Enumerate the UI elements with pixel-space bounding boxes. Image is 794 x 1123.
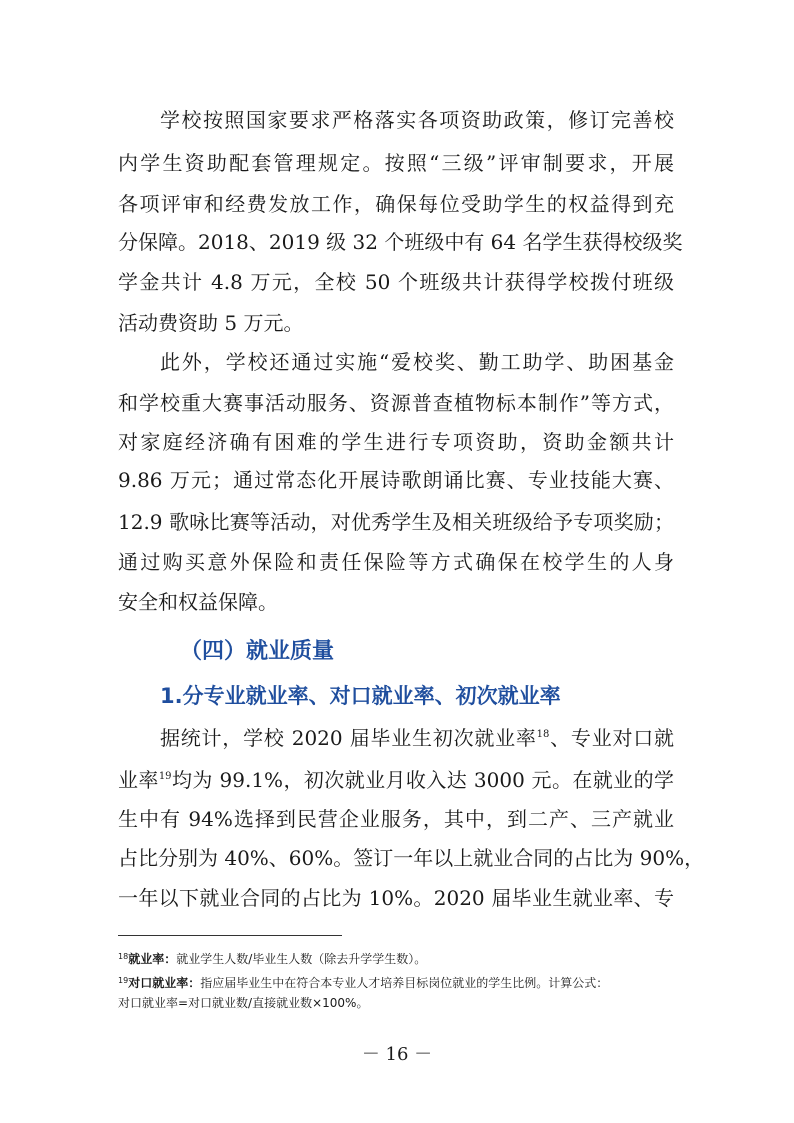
footnote-18-term: 就业率： [128,952,177,966]
p3-line-2 [118,768,674,792]
p3-line-1 [160,726,674,750]
section-heading: （四）就业质量 [180,639,335,664]
p1-line-2: 内学生资助配套管理规定。按照“三级”评审制要求，开展 [118,151,674,175]
p1-line-4: 分保障。2018、2019 级 32 个班级中有 64 名学生获得校级奖 [118,230,683,254]
p3-line-4: 占比分别为 40%、60%。签订一年以上就业合同的占比为 90%， [118,846,705,870]
p2-line-3: 对家庭经济确有困难的学生进行专项资助，资助金额共计 [118,430,674,454]
p1-line-5: 学金共计 4.8 万元，全校 50 个班级共计获得学校拨付班级 [118,270,674,294]
footnote-18-text: 就业学生人数/毕业生人数（除去升学学生数）。 [176,952,427,966]
footnote-19-continued: 对口就业率=对口就业数/直接就业数×100%。 [118,996,369,1010]
p3-line-1-text-a: 据统计，学校 2020 届毕业生初次就业率 [160,726,537,750]
p2-line-4: 9.86 万元；通过常态化开展诗歌朗诵比赛、专业技能大赛、 [118,468,674,492]
subsection-heading: 1.分专业就业率、对口就业率、初次就业率 [160,684,561,708]
footnote-19-term: 对口就业率： [128,976,201,990]
p1-line-6: 活动费资助 5 万元。 [118,311,304,335]
p2-line-2: 和学校重大赛事活动服务、资源普查植物标本制作”等方式， [118,391,674,415]
p2-line-6: 通过购买意外保险和责任保险等方式确保在校学生的人身 [118,550,674,574]
footnote-19-text: 指应届毕业生中在符合本专业人才培养目标岗位就业的学生比例。计算公式： [200,976,609,990]
p1-line-3: 各项评审和经费发放工作，确保每位受助学生的权益得到充 [118,192,674,216]
p3-line-2-text-a: 业率 [118,768,159,792]
p3-line-5: 一年以下就业合同的占比为 10%。2020 届毕业生就业率、专 [118,886,674,910]
p2-line-7: 安全和权益保障。 [118,590,278,614]
footnote-18 [118,950,426,968]
p1-line-1: 学校按照国家要求严格落实各项资助政策，修订完善校 [160,108,674,132]
footnote-ref-19[interactable]: 19 [158,771,172,782]
footnote-ref-18[interactable]: 18 [536,729,550,740]
footnote-separator [118,935,342,936]
footnote-18-number: 18 [118,952,129,961]
footnote-19 [118,974,608,992]
p3-line-1-text-b: 、专业对口就 [549,726,674,750]
page-number: － 16 － [361,1044,433,1065]
p2-line-1: 此外，学校还通过实施“爱校奖、勤工助学、助困基金 [160,350,674,374]
p3-line-3: 生中有 94%选择到民营企业服务，其中，到二产、三产就业 [118,807,674,831]
footnote-19-number: 19 [118,976,129,985]
p2-line-5: 12.9 歌咏比赛等活动，对优秀学生及相关班级给予专项奖励； [118,510,674,534]
p3-line-2-text-b: 均为 99.1%，初次就业月收入达 3000 元。在就业的学 [171,768,674,792]
